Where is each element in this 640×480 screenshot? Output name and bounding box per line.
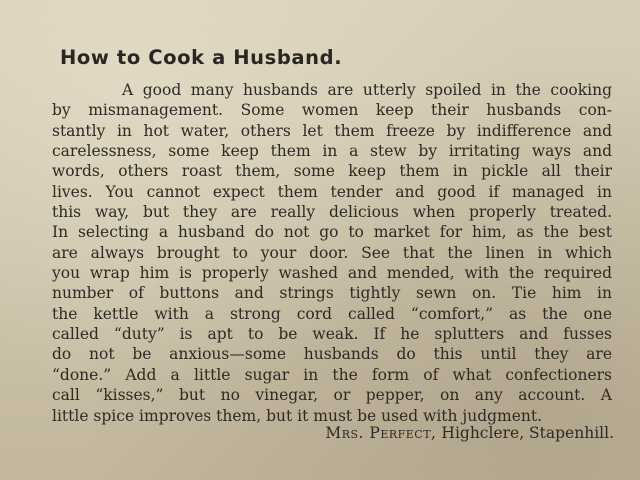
author-name: Mrs. Perfect, [325, 424, 437, 442]
article-line: this way, but they are really delicious when properly treated. [52, 203, 612, 222]
article-line: “done.” Add a little sugar in the form of what confectioners [52, 365, 612, 384]
article-line: the kettle with a strong cord called “comfort,” as the one [52, 304, 612, 323]
article-line: lives. You cannot expect them tender and good if managed in [52, 182, 612, 201]
article-line: carelessness, some keep them in a stew by irritating ways and [52, 142, 612, 161]
article-line: words, others roast them, some keep them in pickle all their [52, 162, 612, 181]
article-line: by mismanagement. Some women keep their husbands con- [52, 101, 612, 120]
article-line: In selecting a husband do not go to market for him, as the best [52, 223, 612, 242]
article-line: called “duty” is apt to be weak. If he splutters and fusses [52, 325, 612, 344]
article-line: A good many husbands are utterly spoiled in the cooking [122, 81, 612, 99]
article-line: number of buttons and strings tightly sewn on. Tie him in [52, 284, 612, 303]
author-location: Highclere, Stapenhill. [441, 424, 614, 442]
article-title: How to Cook a Husband. [60, 46, 343, 69]
article-line: are always brought to your door. See that the linen in which [52, 243, 612, 262]
article-line: you wrap him is properly washed and mended, with the required [52, 264, 612, 283]
article-line: little spice improves them, but it must be used with judgment. [52, 406, 543, 425]
article-line: stantly in hot water, others let them freeze by indifference and [52, 121, 612, 140]
article-signature [325, 424, 614, 442]
article-line: do not be anxious—some husbands do this until they are [52, 345, 612, 364]
article-body [52, 80, 612, 426]
article-line: call “kisses,” but no vinegar, or pepper, on any account. A [52, 386, 612, 405]
